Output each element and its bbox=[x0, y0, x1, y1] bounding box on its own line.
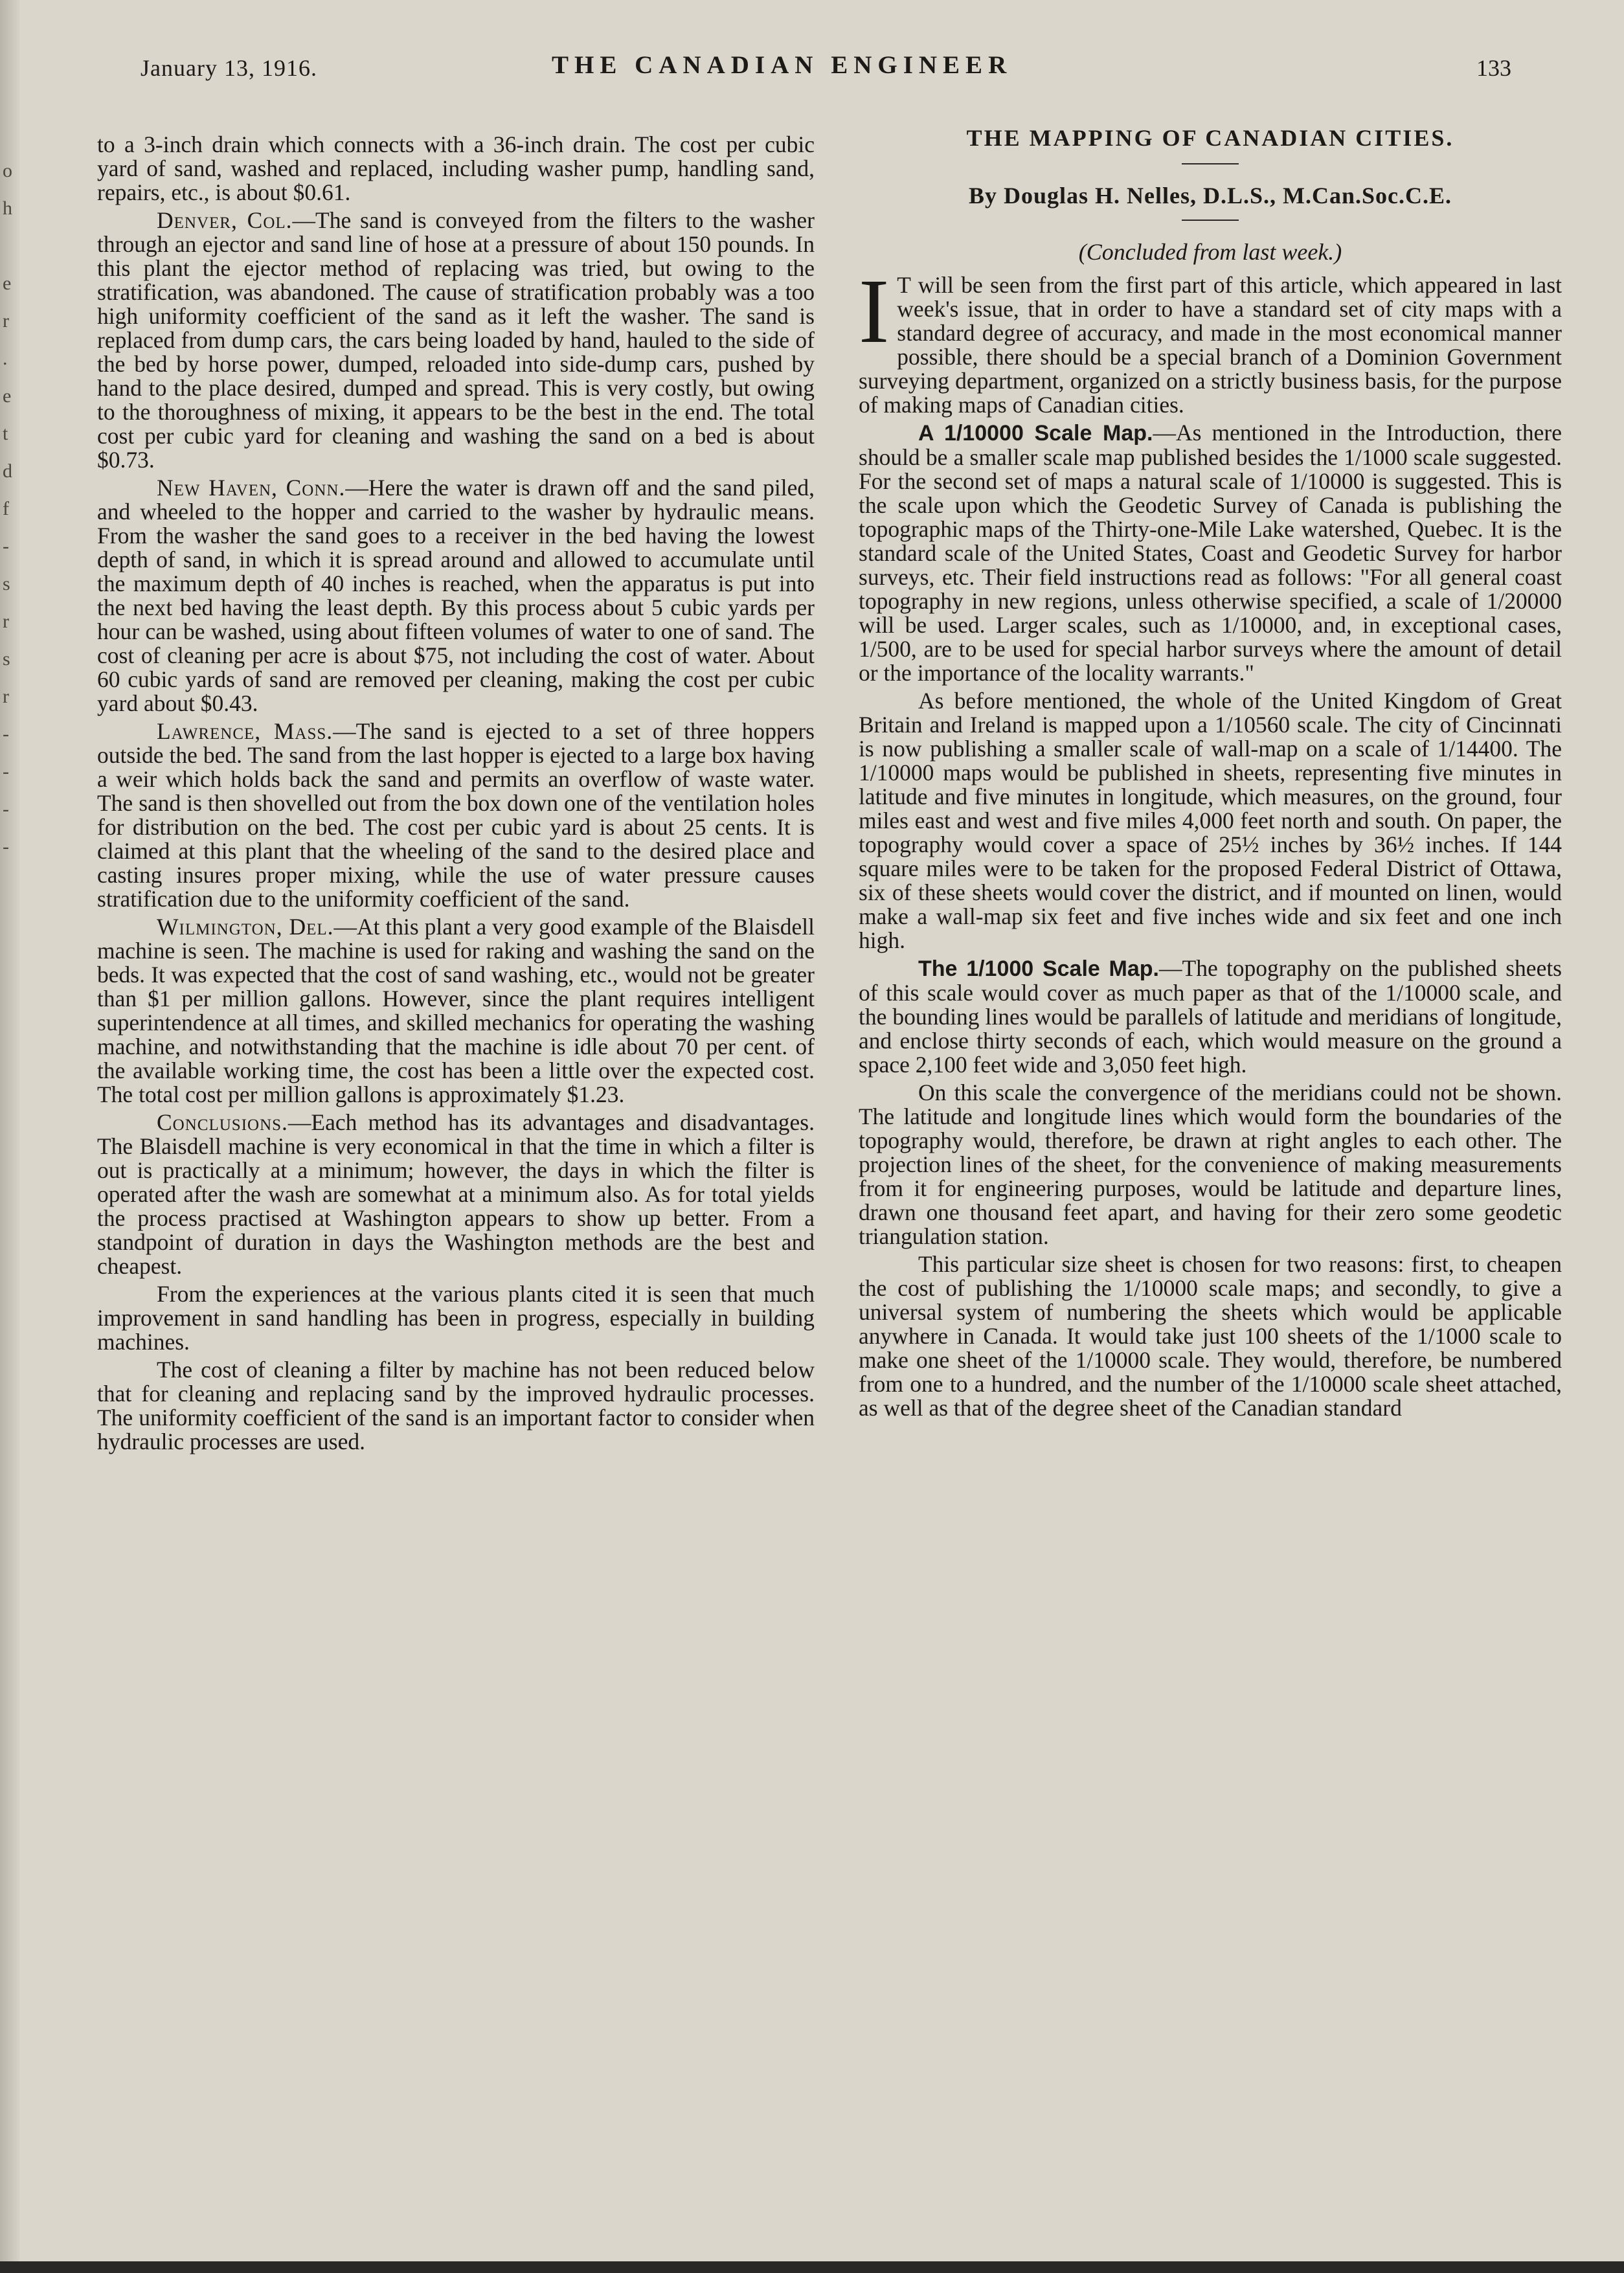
section-head-wilmington: Wilmington, Del. bbox=[157, 914, 334, 940]
article-byline: By Douglas H. Nelles, D.L.S., M.Can.Soc.C.E. bbox=[968, 183, 1452, 209]
adjacent-page-margin-letters: o h e r . e t d f - s r s r - - - - bbox=[3, 160, 12, 857]
article-title: THE MAPPING OF CANADIAN CITIES. bbox=[966, 125, 1454, 151]
paragraph-before-mentioned: As before mentioned, the whole of the United Kingdom of Great Britain and Ireland is mapped upon a 1/10560 scale. The city of Cincinnati is now publishing a smaller scale of wall-map on a scale of 1/14400. The 1/10000 maps would be published in sheets, representing five minutes in latitude and five minutes in longitude, which measures, on the ground, four miles east and west and five miles 4,000 feet north and south. On paper, the topography would cover a space of 25½ inches by 36½ inches. If 144 square miles were to be taken for the proposed Federal District of Ottawa, six of these sheets would cover the district, and if mounted on linen, would make a wall-map six feet and five inches wide and six feet and one inch high. bbox=[859, 688, 1562, 953]
running-header bbox=[0, 51, 1624, 89]
left-column bbox=[97, 133, 815, 1458]
paragraph-lawrence: Lawrence, Mass.—The sand is ejected to a set of three hoppers outside the bed. The sand from the last hopper is ejected to a large box having a weir which holds back the sand and permits an overflow of waste water. The sand is then shovelled out from the box down one of the ventilation holes for distribution on the bed. The cost per cubic yard is about 25 cents. It is claimed at this plant that the wheeling of the sand to the desired place and casting insures proper mixing, while the use of water pressure causes stratification due to the uniformity coefficient of the sand. bbox=[97, 718, 815, 912]
section-head-new-haven: New Haven, Conn. bbox=[157, 475, 346, 501]
paragraph-continued: to a 3-inch drain which connects with a 36-inch drain. The cost per cubic yard of sand, washed and replaced, including washer pump, handling sand, repairs, etc., is about $0.61. bbox=[97, 131, 815, 205]
paragraph-particular-size: This particular size sheet is chosen for two reasons: first, to cheapen the cost of publishing the 1/10000 scale maps; and secondly, to give a universal system of numbering the sheets which would be applicable anywhere in Canada. It would take just 100 sheets of the 1/1000 scale to make one sheet of the 1/10000 scale. They would, therefore, be numbered from one to a hundred, and the number of the 1/10000 scale sheet attached, as well as that of the degree sheet of the Canadian standard bbox=[859, 1251, 1562, 1421]
paragraph-intro: I T will be seen from the first part of this article, which appeared in last week's issue, that in order to have a standard set of city maps with a standard degree of accuracy, and made in the most economical manner possible, there should be a special branch of a Dominion Government surveying department, organized on a strictly business basis, for the purpose of making maps of Canadian cities. bbox=[859, 260, 1562, 418]
paragraph-scale-10000: A 1/10000 Scale Map.—As mentioned in the Introduction, there should be a smaller scale map published besides the 1/1000 scale suggested. For the second set of maps a natural scale of 1/10000 is suggested. This is the scale upon which the Geodetic Survey of Canada is publishing the topographic maps of the Thirty-one-Mile Lake watershed, Quebec. It is the standard scale of the United States, Coast and Geodetic Survey for harbor surveys, etc. Their field instructions read as follows: "For all general coast topography in new regions, unless otherwise specified, a scale of 1/20000 will be used. Larger scales, such as 1/10000, and, in exceptional cases, 1/500, are to be used for special harbor surveys where the amount of detail or the importance of the locality warrants." bbox=[859, 420, 1562, 686]
section-head-conclusions: Conclusions. bbox=[157, 1109, 288, 1135]
paragraph-cost: The cost of cleaning a filter by machine has not been reduced below that for cleaning and replacing sand by the improved hydraulic processes. The uniformity coefficient of the sand is an important factor to consider when hydraulic processes are used. bbox=[97, 1357, 815, 1454]
byline-rule bbox=[1182, 220, 1239, 221]
right-column bbox=[859, 126, 1562, 1424]
journal-title: THE CANADIAN ENGINEER bbox=[552, 51, 1013, 79]
title-rule bbox=[1182, 163, 1239, 164]
section-head-denver: Denver, Col. bbox=[157, 207, 293, 233]
paragraph-scale-1000: The 1/1000 Scale Map.—The topography on the published sheets of this scale would cover as much paper as that of the 1/10000 scale, and the bounding lines would be parallels of latitude and meridians of longitude, and enclose thirty seconds of each, which would measure on the ground a space 2,100 feet wide and 3,050 feet high. bbox=[859, 955, 1562, 1078]
paragraph-wilmington: Wilmington, Del.—At this plant a very good example of the Blaisdell machine is seen. The machine is used for raking and washing the sand on the beds. It was expected that the cost of sand washing, etc., would not be greater than $1 per million gallons. However, since the plant requires intelligent superintendence at all times, and skilled mechanics for operating the washing machine, and notwithstanding that the machine is idle about 70 per cent. of the available working time, the cost has been a little over the expected cost. The total cost per million gallons is approximately $1.23. bbox=[97, 914, 815, 1107]
concluded-note: (Concluded from last week.) bbox=[1078, 239, 1342, 265]
paragraph-experiences: From the experiences at the various plants cited it is seen that much improvement in sand handling has been in progress, especially in building machines. bbox=[97, 1281, 815, 1355]
paragraph-on-this-scale: On this scale the convergence of the meridians could not be shown. The latitude and longitude lines which would form the boundaries of the topography would, therefore, be drawn at right angles to each other. The projection lines of the sheet, for the convenience of making measurements from it for engineering purposes, would be latitude and departure lines, drawn one thousand feet apart, and having for their zero some geodetic triangulation station. bbox=[859, 1080, 1562, 1249]
section-head-lawrence: Lawrence, Mass. bbox=[157, 718, 333, 744]
paragraph-conclusions: Conclusions.—Each method has its advantages and disadvantages. The Blaisdell machine is very economical in that the time in which a filter is out is practically at a minimum; however, the days in which the filter is operated after the wash are somewhat at a minimum also. As for total yields the process practised at Washington appears to show up better. From a standpoint of duration in days the Washington methods are the best and cheapest. bbox=[97, 1109, 815, 1279]
issue-date: January 13, 1916. bbox=[141, 55, 317, 81]
page-number: 133 bbox=[1476, 55, 1511, 81]
paragraph-new-haven: New Haven, Conn.—Here the water is drawn off and the sand piled, and wheeled to the hopper and carried to the washer by hydraulic means. From the washer the sand goes to a receiver in the bed having the lowest depth of sand, in which it is spread around and allowed to accumulate until the maximum depth of 40 inches is reached, when the apparatus is put into the next bed having the least depth. By this process about 5 cubic yards per hour can be washed, using about fifteen volumes of water to one of sand. The cost of cleaning per acre is about $75, not including the cost of water. About 60 cubic yards of sand are removed per cleaning, making the cost per cubic yard about $0.43. bbox=[97, 475, 815, 716]
subhead-scale-1000: The 1/1000 Scale Map. bbox=[918, 956, 1160, 981]
paragraph-denver: Denver, Col.—The sand is conveyed from the filters to the washer through an ejector and sand line of hose at a pressure of about 150 pounds. In this plant the ejector method of replacing was tried, but owing to the stratification, was abandoned. The cause of stratification probably was a too high uniformity coefficient of the sand as it left the washer. The sand is replaced from dump cars, the cars being loaded by hand, hauled to the side of the bed by horse power, dumped, reloaded into side-dump cars, pushed by hand to the place desired, dumped and spread. This is very costly, but owing to the thoroughness of mixing, it appears to be the best in the end. The total cost per cubic yard for cleaning and washing the sand on a bed is about $0.73. bbox=[97, 207, 815, 473]
subhead-scale-10000: A 1/10000 Scale Map. bbox=[918, 421, 1153, 446]
bottom-edge-bar bbox=[0, 2261, 1624, 2273]
drop-cap: I bbox=[859, 260, 890, 362]
